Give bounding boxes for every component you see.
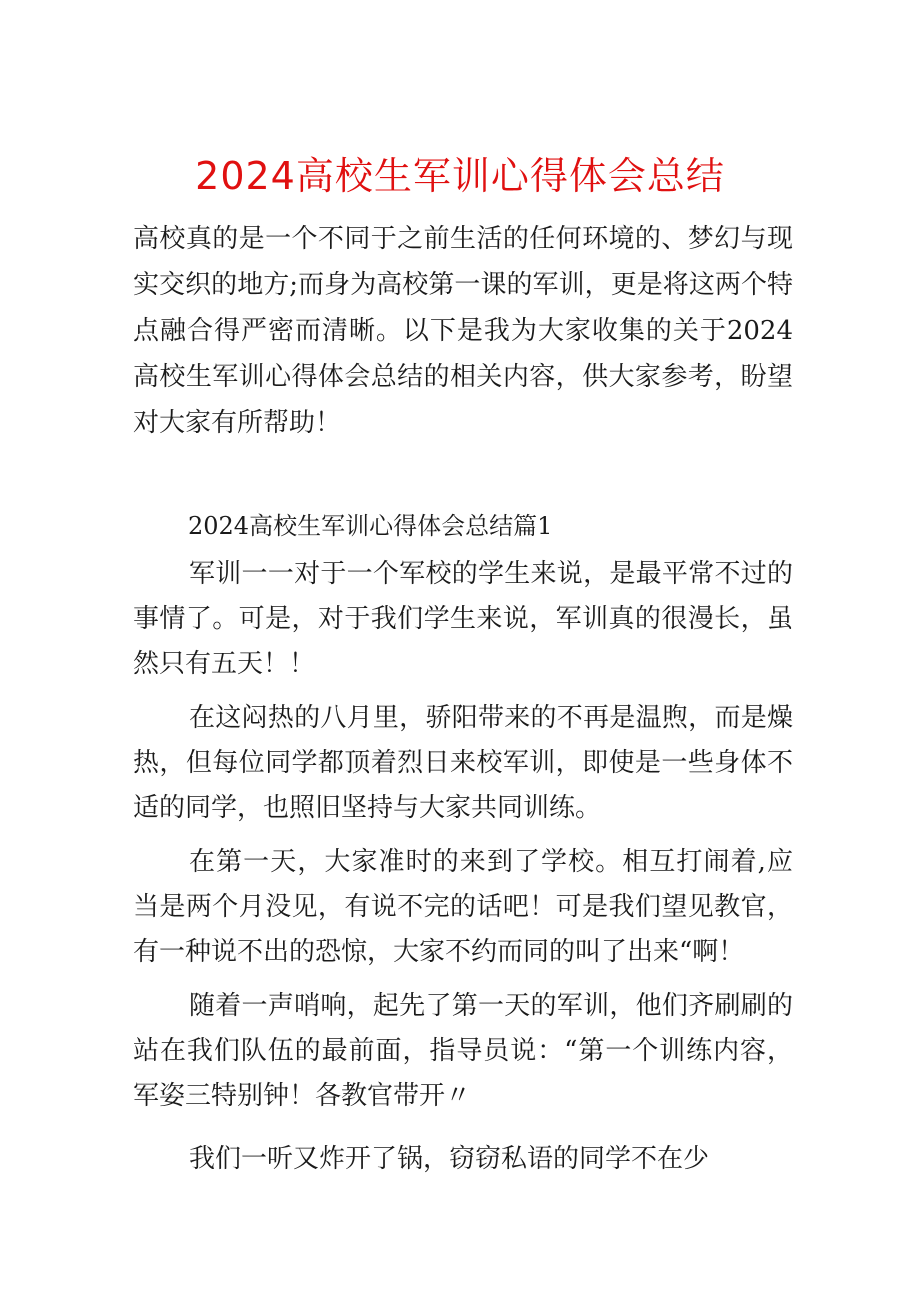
intro-block bbox=[133, 216, 793, 446]
section-heading: 2024高校生军训心得体会总结篇1 bbox=[188, 512, 553, 540]
body-paragraph-5: 我们一听又炸开了锅，窃窃私语的同学不在少 bbox=[189, 1144, 710, 1174]
body-paragraph-3: 在第一天，大家准时的来到了学校。相互打闹着,应当是两个月没见，有说不完的话吧！可是我们望见教官，有一种说不出的恐惊，大家不约而同的叫了出来“啊！ bbox=[133, 847, 793, 967]
body-paragraph-4: 随着一声哨响，起先了第一天的军训，他们齐刷刷的站在我们队伍的最前面，指导员说：“第一个训练内容，军姿三特别钟！各教官带开〃 bbox=[133, 991, 793, 1111]
body-paragraph-1: 军训一一对于一个军校的学生来说，是最平常不过的事情了。可是，对于我们学生来说，军训真的很漫长，虽然只有五天！！ bbox=[133, 559, 793, 679]
body-paragraph-2: 在这闷热的八月里，骄阳带来的不再是温煦，而是燥热，但每位同学都顶着烈日来校军训，即使是一些身体不适的同学，也照旧坚持与大家共同训练。 bbox=[133, 703, 793, 823]
document-title: 2024高校生军训心得体会总结 bbox=[195, 154, 725, 198]
intro-paragraph: 高校真的是一个不同于之前生活的任何环境的、梦幻与现实交织的地方;而身为高校第一课的军训，更是将这两个特点融合得严密而清晰。以下是我为大家收集的关于2024高校生军训心得体会总结的相关内容，供大家参考，盼望对大家有所帮助！ bbox=[133, 224, 793, 438]
body-text bbox=[133, 552, 793, 1191]
